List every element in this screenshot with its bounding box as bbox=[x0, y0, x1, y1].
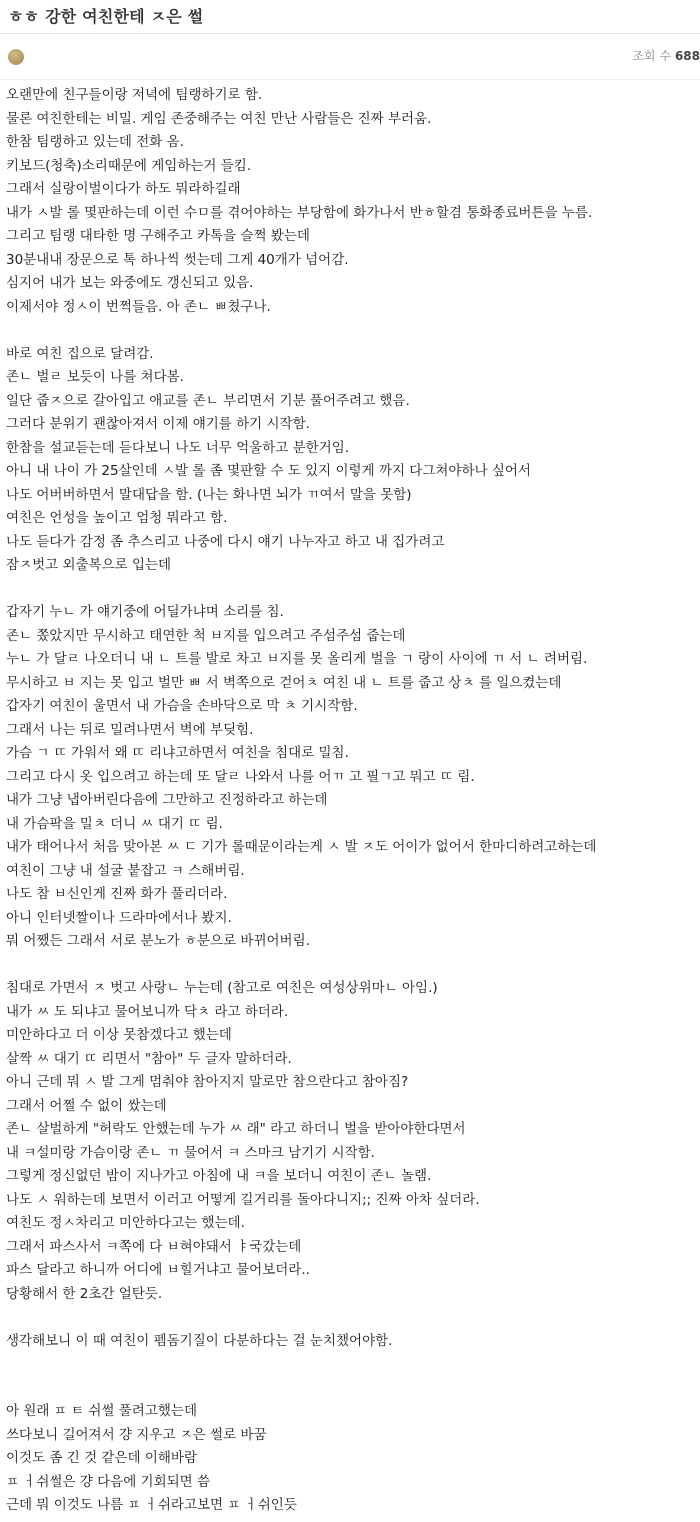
body-line: 근데 뭐 이것도 나름 ㅍ ㅓ쉬라고보면 ㅍ ㅓ쉬인듯 bbox=[6, 1497, 297, 1513]
body-line: 아 원래 ㅍ ㅌ 쉬썰 풀려고했는데 bbox=[6, 1403, 197, 1419]
body-line: 여친도 정ㅅ차리고 미안하다고는 했는데. bbox=[6, 1215, 245, 1231]
body-line: 잠ㅈ벗고 외출복으로 입는데 bbox=[6, 557, 172, 573]
body-line: 당황해서 한 2초간 얼탄듯. bbox=[6, 1285, 163, 1302]
body-line: 무시하고 ㅂ 지는 못 입고 벌만 ㅃ 서 벽쪽으로 걷어ㅊ 여친 내 ㄴ 트를 줍고 상ㅊ 를 일으켰는데 bbox=[6, 674, 562, 691]
blank-line bbox=[6, 1377, 700, 1401]
body-line: 가슴 ㄱ ㄸ 가워서 왜 ㄸ 리냐고하면서 여친을 침대로 밀침. bbox=[6, 745, 349, 761]
body-line: 내 가슴팍을 밀ㅊ 더니 ㅆ 대기 ㄸ 림. bbox=[6, 815, 223, 832]
body-line: 아니 내 나이 가 25살인데 ㅅ발 롤 좀 몇판할 수 도 있지 이렇게 까지 다그쳐야하나 싶어서 bbox=[6, 463, 531, 479]
body-line: 한참 팀랭하고 있는데 전화 옴. bbox=[6, 134, 184, 150]
body-line: 바로 여친 집으로 달려감. bbox=[6, 345, 154, 362]
body-line: 침대로 가면서 ㅈ 벗고 사랑ㄴ 누는데 (참고로 여친은 여성상위마ㄴ 아임.) bbox=[6, 980, 438, 996]
body-line: 미안하다고 더 이상 못참겠다고 했는데 bbox=[6, 1027, 232, 1043]
body-line: 파스 달라고 하니까 어디에 ㅂ힐거냐고 물어보더라.. bbox=[6, 1262, 310, 1278]
body-line: 그래서 나는 뒤로 밀려나면서 벽에 부딪힘. bbox=[6, 721, 254, 738]
body-line: 갑자기 여친이 울면서 내 가슴을 손바닥으로 막 ㅊ 기시작함. bbox=[6, 698, 358, 714]
author-avatar[interactable] bbox=[8, 49, 24, 65]
body-line: ㅍ ㅓ쉬썰은 걍 다음에 기회되면 씀 bbox=[6, 1473, 211, 1490]
body-line: 키보드(청축)소리때문에 게임하는거 들킴. bbox=[6, 157, 252, 174]
body-line: 그리고 다시 옷 입으려고 하는데 또 달ㄹ 나와서 나를 어ㄲ 고 필ㄱ고 뭐고 ㄸ 림. bbox=[6, 768, 475, 785]
body-line: 아니 인터넷짤이나 드라마에서나 봤지. bbox=[6, 909, 232, 926]
view-count-value: 688 bbox=[674, 49, 700, 63]
body-line: 한참을 설교듣는데 듣다보니 나도 너무 억울하고 분한거임. bbox=[6, 439, 350, 456]
body-line: 그래서 파스사서 ㅋ쪽에 다 ㅂ혀야돼서 ㅑ국갔는데 bbox=[6, 1238, 302, 1255]
body-line: 생각해보니 이 때 여친이 펨돔기질이 다분하다는 걸 눈치챘어야함. bbox=[6, 1332, 393, 1349]
body-line: 갑자기 누ㄴ 가 얘기중에 어딜가냐며 소리를 침. bbox=[6, 604, 284, 620]
body-line: 여친이 그냥 내 설굴 붙잡고 ㅋ 스해버림. bbox=[6, 862, 245, 879]
blank-line bbox=[6, 319, 700, 343]
body-line: 나도 어버버하면서 말대답을 함. (나는 화나면 뇌가 ㄲ여서 말을 못함) bbox=[6, 486, 412, 503]
body-line: 존ㄴ 살벌하게 "허락도 안했는데 누가 ㅆ 래" 라고 하더니 벌을 받아야한다면서 bbox=[6, 1121, 466, 1137]
blank-line bbox=[6, 578, 700, 602]
body-line: 이것도 좀 긴 것 같은데 이해바람 bbox=[6, 1450, 197, 1466]
body-line: 물론 여친한테는 비밀. 게임 존중해주는 여친 만난 사람들은 진짜 부러움. bbox=[6, 110, 432, 127]
body-line: 쓰다보니 길어져서 걍 지우고 ㅈ은 썰로 바꿈 bbox=[6, 1426, 267, 1443]
blank-line bbox=[6, 1306, 700, 1330]
body-line: 그러다 분위기 괜찮아져서 이제 얘기를 하기 시작함. bbox=[6, 416, 310, 432]
body-line: 존ㄴ 벌ㄹ 보듯이 나를 쳐다봄. bbox=[6, 369, 184, 385]
body-line: 나도 참 ㅂ신인게 진짜 화가 풀리더라. bbox=[6, 886, 228, 902]
body-line: 심지어 내가 보는 와중에도 갱신되고 있음. bbox=[6, 275, 254, 291]
body-line: 여친은 언성을 높이고 엄청 뭐라고 함. bbox=[6, 510, 228, 526]
body-line: 존ㄴ 쫐았지만 무시하고 태연한 척 ㅂ지를 입으려고 주섬주섬 줍는데 bbox=[6, 627, 406, 644]
body-line: 내 ㅋ설미랑 가슴이랑 존ㄴ ㄲ 물어서 ㅋ 스마크 남기기 시작함. bbox=[6, 1144, 375, 1161]
blank-line bbox=[6, 954, 700, 978]
body-line: 살짝 ㅆ 대기 ㄸ 리면서 "참아" 두 글자 말하더라. bbox=[6, 1050, 292, 1067]
body-line: 그래서 실랑이벌이다가 하도 뭐라하길래 bbox=[6, 181, 241, 197]
post-header bbox=[0, 0, 700, 34]
body-line: 내가 ㅆ 도 되냐고 물어보니까 닥ㅊ 라고 하더라. bbox=[6, 1003, 289, 1020]
body-line: 오랜만에 친구들이랑 저녁에 팀랭하기로 함. bbox=[6, 87, 263, 103]
body-line: 내가 ㅅ발 롤 몇판하는데 이런 수ㅁ를 겪어야하는 부당함에 화가나서 반ㅎ할겸 통화종료버튼을 누름. bbox=[6, 204, 593, 221]
body-line: 그래서 어쩔 수 없이 쌌는데 bbox=[6, 1097, 167, 1114]
body-line: 내가 그냥 냅아버린다음에 그만하고 진정하라고 하는데 bbox=[6, 792, 328, 808]
body-line: 내가 태어나서 처음 맞아본 ㅆ ㄷ 기가 롤때문이라는게 ㅅ 발 ㅈ도 어이가 없어서 한마디하려고하는데 bbox=[6, 839, 597, 855]
post-meta bbox=[0, 34, 700, 80]
body-line: 나도 ㅅ 워하는데 보면서 이러고 어떻게 길거리를 돌아다니지;; 진짜 아차 싶더라. bbox=[6, 1191, 480, 1208]
body-line: 일단 줍ㅈ으로 갈아입고 애교를 존ㄴ 부리면서 기분 풀어주려고 했음. bbox=[6, 392, 410, 409]
body-line: 뭐 어쨌든 그래서 서로 분노가 ㅎ분으로 바뀌어버림. bbox=[6, 933, 310, 949]
post-body bbox=[0, 80, 700, 1518]
body-line: 이제서야 정ㅅ이 번쩍들음. 아 존ㄴ ㅃ쳤구나. bbox=[6, 298, 271, 315]
body-line: 30분내내 장문으로 톡 하나씩 썻는데 그게 40개가 넘어감. bbox=[6, 251, 349, 268]
body-line: 아니 근데 뭐 ㅅ 발 그게 멈춰야 참아지지 말로만 참으란다고 참아짐? bbox=[6, 1074, 409, 1090]
body-line: 그리고 팀랭 대타한 명 구해주고 카톡을 슬쩍 봤는데 bbox=[6, 228, 310, 244]
body-line: 그렇게 정신없던 밤이 지나가고 아침에 내 ㅋ을 보더니 여친이 존ㄴ 놀램. bbox=[6, 1168, 432, 1184]
post-title[interactable]: ㅎㅎ 강한 여친한테 ㅈ은 썰 bbox=[8, 7, 204, 26]
view-count bbox=[632, 47, 700, 64]
blank-line bbox=[6, 1353, 700, 1377]
body-line: 나도 듣다가 감정 좀 추스리고 나중에 다시 얘기 나누자고 하고 내 집가려고 bbox=[6, 533, 445, 550]
view-count-label: 조회 수 bbox=[632, 49, 671, 63]
body-line: 누ㄴ 가 달ㄹ 나오더니 내 ㄴ 트를 발로 차고 ㅂ지를 못 올리게 벌을 ㄱ 랑이 사이에 ㄲ 서 ㄴ 려버림. bbox=[6, 651, 588, 667]
